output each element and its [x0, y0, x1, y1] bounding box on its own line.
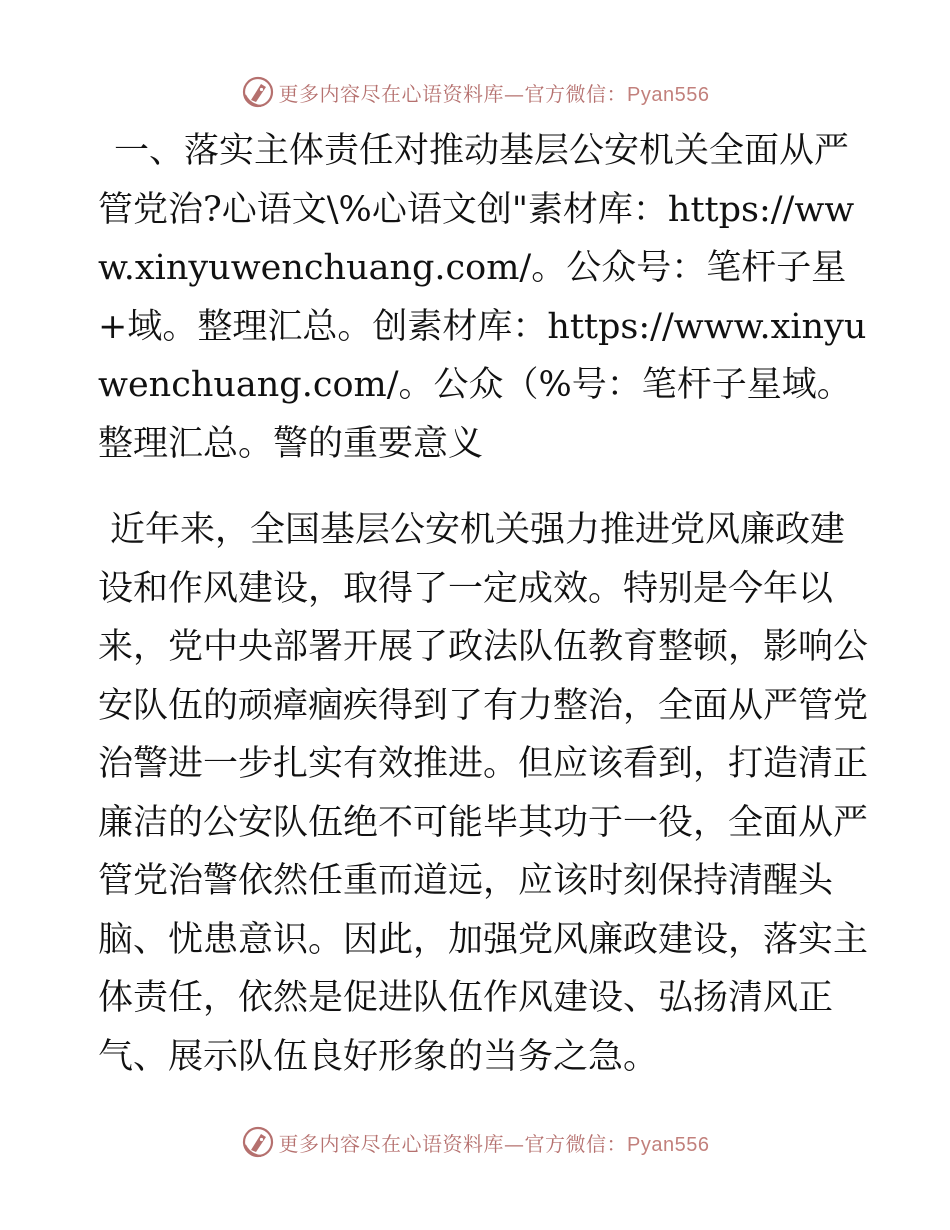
wechat-id: Pyan556 — [627, 83, 710, 106]
document-body — [98, 122, 868, 1086]
pen-nib-circle-icon — [241, 75, 275, 109]
banner-text: 更多内容尽在心语资料库—官方微信：Pyan556 — [278, 1131, 710, 1156]
footer-banner — [0, 1120, 950, 1164]
header-banner — [0, 70, 950, 114]
body-paragraph: 近年来，全国基层公安机关强力推进党风廉政建设和作风建设，取得了一定成效。特别是今年以来，党中央部署开展了政法队伍教育整顿，影响公安队伍的顽瘴痼疾得到了有力整治，全面从严管党治警进一步扎实有效推进。但应该看到，打造清正廉洁的公安队伍绝不可能毕其功于一役，全面从严管党治警依然任重而道远，应该时刻保持清醒头脑、忧患意识。因此，加强党风廉政建设，落实主体责任，依然是促进队伍作风建设、弘扬清风正气、展示队伍良好形象的当务之急。 — [98, 510, 869, 1077]
section-heading: 一、落实主体责任对推动基层公安机关全面从严管党治?心语文\%心语文创"素材库：https://www.xinyuwenchuang.com/。公众号：笔杆子星+域。整理汇总。创素材库：https://www.xinyuwenchuang.com/。公众（%号：笔杆子星域。整理汇总。警的重要意义 — [98, 131, 867, 464]
wechat-id: Pyan556 — [627, 1133, 710, 1156]
pen-nib-circle-icon — [241, 1125, 275, 1159]
banner-text: 更多内容尽在心语资料库—官方微信：Pyan556 — [278, 81, 710, 106]
